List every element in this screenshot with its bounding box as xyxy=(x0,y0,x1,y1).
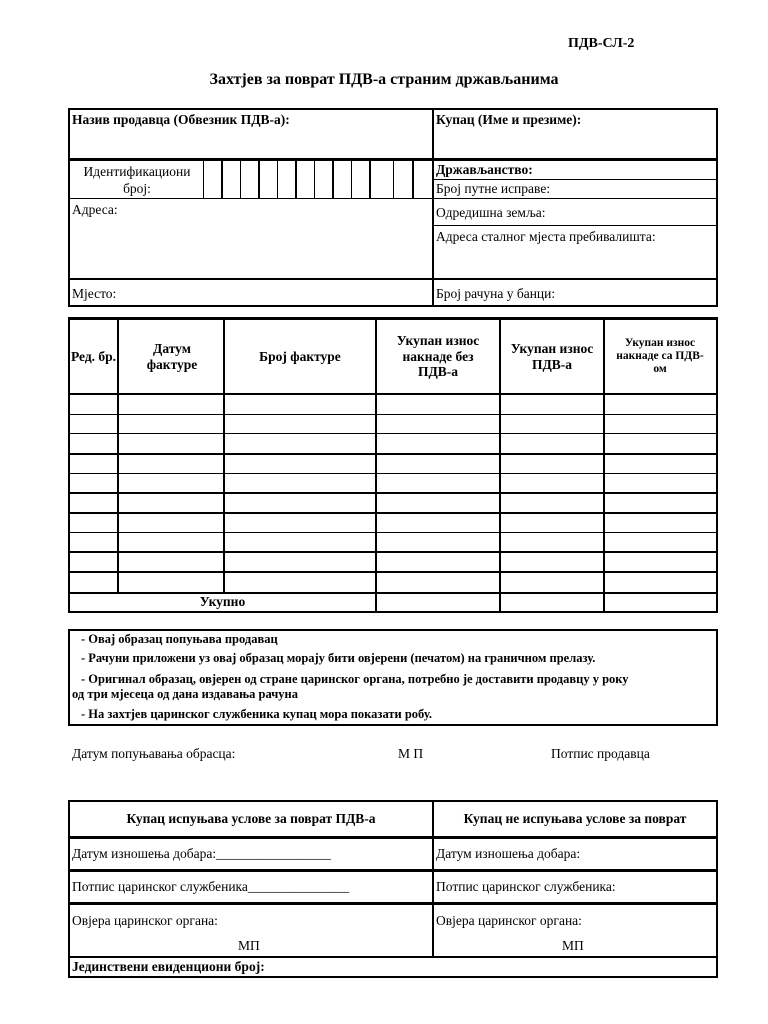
note-3: - Оригинал образац, овјерен од стране царинског органа, потребно је доставити продавцу у року xyxy=(81,672,629,686)
seller-name-label: Назив продавца (Обвезник ПДВ-а): xyxy=(72,112,290,127)
eligible-stamp-label: МП xyxy=(238,938,260,953)
not-eligible-customs-certification-label: Овјера царинског органа: xyxy=(436,913,582,928)
not-eligible-export-date-label: Датум изношења добара: xyxy=(436,846,581,861)
note-4: - На захтјев царинског службеника купац мора показати робу. xyxy=(81,707,432,721)
header-total-without-vat: Укупан износ накнаде без ПДВ-а xyxy=(396,333,480,380)
eligible-officer-signature-label: Потпис царинског службеника_______________ xyxy=(72,879,350,894)
seller-place-label: Мјесто: xyxy=(72,286,117,301)
not-eligible-officer-signature-label: Потпис царинског службеника: xyxy=(436,879,616,894)
buyer-citizenship-label: Држављанство: xyxy=(436,162,533,177)
header-row-no: Ред. бр. xyxy=(70,348,117,364)
buyer-bank-label: Број рачуна у банци: xyxy=(436,286,556,301)
buyer-passport-label: Број путне исправе: xyxy=(436,181,551,196)
buyer-eligible-header: Купац испуњава услове за поврат ПДВ-а xyxy=(126,811,376,827)
buyer-destination-label: Одредишна земља: xyxy=(436,205,546,220)
seller-signature-label: Потпис продавца xyxy=(551,746,650,761)
seller-id-label-line1: Идентификациони xyxy=(83,164,191,179)
unique-registry-number-label: Јединствени евиденциони број: xyxy=(72,959,265,974)
form-code: ПДВ-СЛ-2 xyxy=(568,36,635,51)
note-2: - Рачуни приложени уз овај образац морају бити овјерени (печатом) на граничном прелазу. xyxy=(81,651,596,665)
seller-address-label: Адреса: xyxy=(72,202,118,217)
total-label: Укупно xyxy=(199,594,246,610)
buyer-not-eligible-header: Купац не испуњава услове за поврат xyxy=(463,811,687,827)
header-invoice-number: Број фактуре xyxy=(259,348,341,364)
fill-date-label: Датум попуњавања обрасца: xyxy=(72,746,236,761)
not-eligible-stamp-label: МП xyxy=(562,938,584,953)
eligible-export-date-label: Датум изношења добара:_________________ xyxy=(72,846,331,861)
eligible-customs-certification-label: Овјера царинског органа: xyxy=(72,913,218,928)
seller-id-label xyxy=(70,163,204,197)
note-1: - Овај образац попуњава продавац xyxy=(81,632,278,646)
seal-label: М П xyxy=(398,746,424,761)
header-total-with-vat: Укупан износ накнаде са ПДВ-ом xyxy=(616,336,704,376)
header-vat-total: Укупан износ ПДВ-а xyxy=(510,340,594,372)
note-3-continued: од три мјесеца од дана издавања рачуна xyxy=(72,687,298,701)
header-invoice-date: Датум фактуре xyxy=(146,340,198,372)
buyer-name-label: Купац (Име и презиме): xyxy=(436,112,582,127)
seller-id-label-line2: број: xyxy=(123,181,151,196)
buyer-residence-label: Адреса сталног мјеста пребивалишта: xyxy=(436,229,656,244)
page-title: Захтјев за поврат ПДВ-а страним држављанима xyxy=(209,71,559,88)
